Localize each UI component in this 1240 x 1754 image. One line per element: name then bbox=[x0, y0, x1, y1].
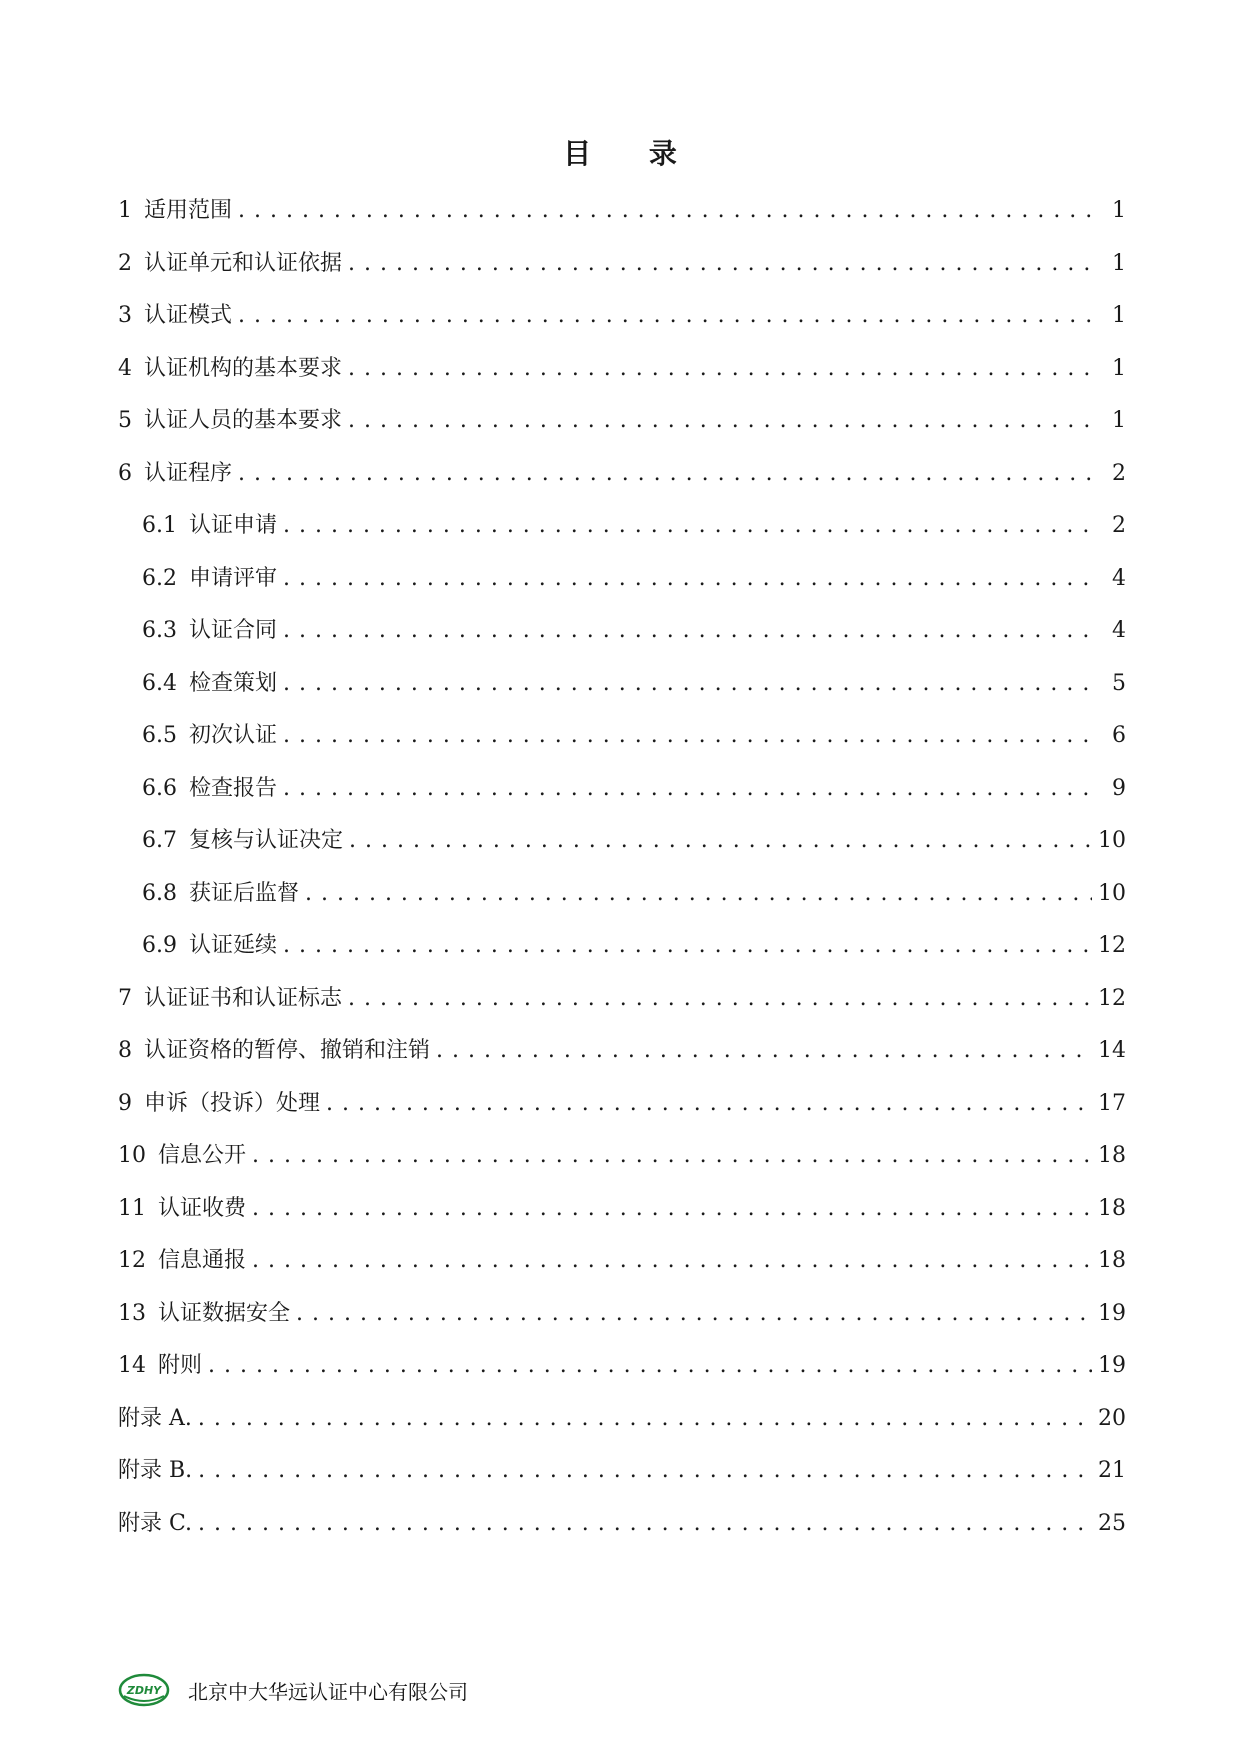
toc-entry-label bbox=[118, 343, 342, 396]
toc-leader-dots bbox=[252, 1130, 1092, 1183]
toc-leader-dots bbox=[238, 185, 1096, 238]
toc-entry-text: 附录 C. bbox=[118, 1510, 193, 1536]
toc-entry-number: 6.3 bbox=[142, 618, 177, 643]
toc-entry[interactable] bbox=[118, 238, 1126, 291]
toc-entry-text: 认证收费 bbox=[158, 1195, 247, 1221]
toc-entry-number: 11 bbox=[118, 1195, 146, 1221]
toc-entry-text: 认证机构的基本要求 bbox=[144, 355, 343, 381]
toc-entry-page: 25 bbox=[1098, 1510, 1126, 1536]
toc-entry-page: 20 bbox=[1098, 1405, 1126, 1431]
toc-entry-label bbox=[118, 1340, 202, 1393]
toc-entry-text: 认证模式 bbox=[144, 303, 233, 328]
toc-leader-dots bbox=[208, 1340, 1092, 1393]
toc-entry-label bbox=[118, 290, 232, 343]
toc-entry-label bbox=[142, 710, 277, 763]
toc-entry[interactable] bbox=[118, 1130, 1126, 1183]
toc-entry-text: 认证资格的暂停、撤销和注销 bbox=[144, 1038, 431, 1063]
toc-entry-label bbox=[118, 448, 232, 501]
toc-entry[interactable] bbox=[118, 1498, 1126, 1551]
toc-entry-label bbox=[142, 868, 299, 921]
toc-entry-number: 1 bbox=[118, 198, 132, 223]
toc-list bbox=[118, 185, 1126, 1550]
toc-entry-page: 19 bbox=[1098, 1300, 1126, 1326]
toc-entry-label bbox=[118, 1025, 430, 1078]
toc-leader-dots bbox=[198, 1445, 1092, 1498]
toc-entry-text: 申诉（投诉）处理 bbox=[144, 1090, 321, 1116]
toc-entry[interactable] bbox=[118, 868, 1126, 921]
toc-leader-dots bbox=[283, 553, 1096, 606]
toc-entry-number: 9 bbox=[118, 1090, 132, 1116]
toc-entry-number: 8 bbox=[118, 1038, 132, 1063]
toc-entry[interactable] bbox=[118, 1393, 1126, 1446]
toc-entry[interactable] bbox=[118, 1288, 1126, 1341]
toc-entry-text: 认证单元和认证依据 bbox=[144, 250, 343, 276]
toc-entry-text: 附录 B. bbox=[118, 1458, 193, 1483]
toc-entry[interactable] bbox=[118, 1445, 1126, 1498]
toc-entry[interactable] bbox=[118, 1025, 1126, 1078]
toc-entry-text: 认证证书和认证标志 bbox=[144, 985, 343, 1011]
toc-entry-text: 附则 bbox=[158, 1353, 203, 1378]
toc-entry-page: 1 bbox=[1112, 408, 1126, 433]
toc-entry-text: 认证合同 bbox=[189, 618, 278, 643]
toc-entry-number: 6.6 bbox=[142, 775, 177, 801]
toc-entry[interactable] bbox=[118, 1235, 1126, 1288]
toc-leader-dots bbox=[252, 1183, 1092, 1236]
toc-entry-text: 适用范围 bbox=[144, 198, 233, 223]
toc-entry[interactable] bbox=[118, 1078, 1126, 1131]
toc-entry-label bbox=[118, 1393, 192, 1446]
toc-entry[interactable] bbox=[118, 920, 1126, 973]
toc-entry-page: 10 bbox=[1098, 828, 1126, 853]
toc-entry-label bbox=[118, 1288, 290, 1341]
toc-entry-label bbox=[142, 763, 277, 816]
toc-entry-label bbox=[118, 1235, 246, 1288]
toc-leader-dots bbox=[348, 395, 1096, 448]
toc-entry-label bbox=[142, 500, 277, 553]
toc-entry-page: 2 bbox=[1112, 460, 1126, 486]
toc-entry-text: 信息通报 bbox=[158, 1248, 247, 1273]
toc-entry-label bbox=[118, 1445, 192, 1498]
company-name: 北京中大华远认证中心有限公司 bbox=[188, 1679, 468, 1704]
toc-leader-dots bbox=[283, 763, 1096, 816]
toc-leader-dots bbox=[238, 448, 1096, 501]
toc-entry-number: 14 bbox=[118, 1353, 146, 1378]
toc-leader-dots bbox=[348, 238, 1096, 291]
toc-entry[interactable] bbox=[118, 448, 1126, 501]
toc-entry[interactable] bbox=[118, 1183, 1126, 1236]
toc-entry-number: 6.9 bbox=[142, 933, 177, 958]
toc-entry[interactable] bbox=[118, 973, 1126, 1026]
toc-leader-dots bbox=[326, 1078, 1092, 1131]
toc-entry[interactable] bbox=[118, 815, 1126, 868]
toc-entry-page: 1 bbox=[1112, 198, 1126, 223]
toc-entry-number: 4 bbox=[118, 355, 132, 381]
toc-entry-label bbox=[118, 395, 342, 448]
toc-entry-label bbox=[118, 185, 232, 238]
toc-entry-page: 1 bbox=[1112, 303, 1126, 328]
toc-title: 目 录 bbox=[563, 137, 701, 170]
toc-entry-number: 3 bbox=[118, 303, 132, 328]
toc-entry-page: 21 bbox=[1098, 1458, 1126, 1483]
toc-entry-text: 认证人员的基本要求 bbox=[144, 408, 343, 433]
toc-entry-page: 9 bbox=[1112, 775, 1126, 801]
toc-entry-label bbox=[142, 658, 277, 711]
toc-entry[interactable] bbox=[118, 553, 1126, 606]
toc-entry[interactable] bbox=[118, 763, 1126, 816]
toc-entry-page: 18 bbox=[1098, 1195, 1126, 1221]
toc-entry-page: 17 bbox=[1098, 1090, 1126, 1116]
toc-entry-page: 4 bbox=[1112, 565, 1126, 591]
toc-leader-dots bbox=[238, 290, 1096, 343]
toc-leader-dots bbox=[283, 658, 1096, 711]
toc-entry-number: 7 bbox=[118, 985, 132, 1011]
toc-entry[interactable] bbox=[118, 290, 1126, 343]
toc-entry-page: 6 bbox=[1112, 723, 1126, 748]
toc-entry-label bbox=[118, 238, 342, 291]
toc-entry-page: 12 bbox=[1098, 985, 1126, 1011]
toc-entry-number: 6 bbox=[118, 460, 132, 486]
toc-entry-number: 2 bbox=[118, 250, 132, 276]
toc-leader-dots bbox=[198, 1393, 1092, 1446]
toc-entry-number: 6.2 bbox=[142, 565, 177, 591]
toc-entry-text: 认证程序 bbox=[144, 460, 233, 486]
toc-entry-text: 认证延续 bbox=[189, 933, 278, 958]
toc-entry[interactable] bbox=[118, 343, 1126, 396]
toc-entry-text: 检查报告 bbox=[189, 775, 278, 801]
toc-entry-label bbox=[118, 1498, 192, 1551]
toc-leader-dots bbox=[436, 1025, 1092, 1078]
toc-entry-number: 5 bbox=[118, 408, 132, 433]
toc-entry-page: 1 bbox=[1112, 250, 1126, 276]
toc-leader-dots bbox=[349, 815, 1092, 868]
toc-entry-number: 6.4 bbox=[142, 670, 177, 696]
toc-leader-dots bbox=[283, 920, 1092, 973]
footer bbox=[118, 1670, 468, 1710]
toc-entry-text: 复核与认证决定 bbox=[189, 828, 344, 853]
toc-entry-text: 信息公开 bbox=[158, 1143, 247, 1168]
toc-entry[interactable] bbox=[118, 658, 1126, 711]
toc-entry-text: 获证后监督 bbox=[189, 880, 300, 906]
toc-leader-dots bbox=[283, 605, 1096, 658]
toc-leader-dots bbox=[348, 973, 1092, 1026]
toc-entry-label bbox=[118, 1130, 246, 1183]
toc-entry-number: 13 bbox=[118, 1300, 146, 1326]
toc-entry[interactable] bbox=[118, 1340, 1126, 1393]
toc-entry-label bbox=[142, 815, 343, 868]
toc-entry-number: 12 bbox=[118, 1248, 146, 1273]
toc-entry[interactable] bbox=[118, 185, 1126, 238]
logo-text: ZDHY bbox=[126, 1684, 162, 1697]
toc-entry-page: 19 bbox=[1098, 1353, 1126, 1378]
toc-entry-page: 4 bbox=[1112, 618, 1126, 643]
toc-entry-label bbox=[118, 1183, 246, 1236]
toc-leader-dots bbox=[283, 500, 1096, 553]
toc-leader-dots bbox=[252, 1235, 1092, 1288]
toc-leader-dots bbox=[198, 1498, 1092, 1551]
toc-entry-page: 5 bbox=[1112, 670, 1126, 696]
toc-entry-page: 12 bbox=[1098, 933, 1126, 958]
toc-entry-page: 2 bbox=[1112, 513, 1126, 538]
company-logo-icon bbox=[118, 1672, 170, 1708]
toc-entry[interactable] bbox=[118, 710, 1126, 763]
toc-entry-text: 申请评审 bbox=[189, 565, 278, 591]
toc-leader-dots bbox=[296, 1288, 1092, 1341]
toc-entry-number: 6.8 bbox=[142, 880, 177, 906]
toc-entry-page: 14 bbox=[1098, 1038, 1126, 1063]
toc-entry-number: 6.7 bbox=[142, 828, 177, 853]
toc-entry-label bbox=[142, 605, 277, 658]
toc-entry-page: 1 bbox=[1112, 355, 1126, 381]
toc-entry-label bbox=[142, 553, 277, 606]
toc-entry-label bbox=[118, 973, 342, 1026]
toc-entry-page: 18 bbox=[1098, 1248, 1126, 1273]
toc-leader-dots bbox=[348, 343, 1096, 396]
toc-entry-label bbox=[118, 1078, 320, 1131]
toc-entry-label bbox=[142, 920, 277, 973]
toc-entry-text: 初次认证 bbox=[189, 723, 278, 748]
toc-entry-text: 认证数据安全 bbox=[158, 1300, 291, 1326]
toc-entry[interactable] bbox=[118, 500, 1126, 553]
toc-entry-text: 认证申请 bbox=[189, 513, 278, 538]
toc-leader-dots bbox=[283, 710, 1096, 763]
toc-entry-number: 6.5 bbox=[142, 723, 177, 748]
toc-entry[interactable] bbox=[118, 395, 1126, 448]
toc-entry-text: 附录 A. bbox=[118, 1405, 192, 1431]
toc-entry[interactable] bbox=[118, 605, 1126, 658]
toc-entry-page: 10 bbox=[1098, 880, 1126, 906]
toc-entry-text: 检查策划 bbox=[189, 670, 278, 696]
toc-entry-number: 10 bbox=[118, 1143, 146, 1168]
toc-entry-page: 18 bbox=[1098, 1143, 1126, 1168]
toc-entry-number: 6.1 bbox=[142, 513, 177, 538]
toc-leader-dots bbox=[305, 868, 1092, 921]
